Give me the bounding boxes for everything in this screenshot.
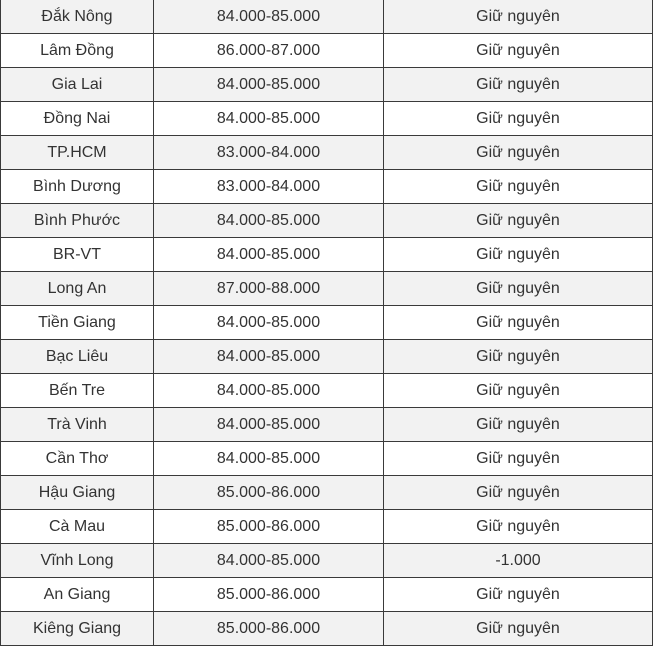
price-cell: 84.000-85.000 — [154, 306, 384, 340]
table-row — [1, 102, 653, 136]
region-cell: Lâm Đồng — [1, 34, 154, 68]
table-row — [1, 238, 653, 272]
table-row — [1, 272, 653, 306]
price-cell: 85.000-86.000 — [154, 510, 384, 544]
change-cell: Giữ nguyên — [384, 204, 653, 238]
region-cell: Bình Dương — [1, 170, 154, 204]
region-cell: Gia Lai — [1, 68, 154, 102]
region-cell: BR-VT — [1, 238, 154, 272]
change-cell: Giữ nguyên — [384, 0, 653, 34]
price-cell: 83.000-84.000 — [154, 136, 384, 170]
price-cell: 84.000-85.000 — [154, 408, 384, 442]
region-cell: Đồng Nai — [1, 102, 154, 136]
change-cell: Giữ nguyên — [384, 510, 653, 544]
change-cell: Giữ nguyên — [384, 476, 653, 510]
change-cell: Giữ nguyên — [384, 408, 653, 442]
price-cell: 83.000-84.000 — [154, 170, 384, 204]
price-cell: 87.000-88.000 — [154, 272, 384, 306]
change-cell: Giữ nguyên — [384, 578, 653, 612]
table-row — [1, 442, 653, 476]
region-cell: TP.HCM — [1, 136, 154, 170]
region-cell: Hậu Giang — [1, 476, 154, 510]
price-cell: 84.000-85.000 — [154, 544, 384, 578]
table-row — [1, 374, 653, 408]
price-cell: 84.000-85.000 — [154, 68, 384, 102]
change-cell: Giữ nguyên — [384, 136, 653, 170]
table-row — [1, 170, 653, 204]
region-cell: Tiền Giang — [1, 306, 154, 340]
price-cell: 86.000-87.000 — [154, 34, 384, 68]
table-row — [1, 34, 653, 68]
change-cell: Giữ nguyên — [384, 272, 653, 306]
price-cell: 84.000-85.000 — [154, 102, 384, 136]
change-cell: Giữ nguyên — [384, 170, 653, 204]
price-cell: 84.000-85.000 — [154, 374, 384, 408]
price-cell: 84.000-85.000 — [154, 204, 384, 238]
price-cell: 84.000-85.000 — [154, 0, 384, 34]
table-row — [1, 204, 653, 238]
change-cell: Giữ nguyên — [384, 340, 653, 374]
price-cell: 84.000-85.000 — [154, 238, 384, 272]
change-cell: Giữ nguyên — [384, 238, 653, 272]
price-cell: 85.000-86.000 — [154, 578, 384, 612]
change-cell: Giữ nguyên — [384, 68, 653, 102]
region-cell: Bình Phước — [1, 204, 154, 238]
table-row — [1, 510, 653, 544]
change-cell: Giữ nguyên — [384, 374, 653, 408]
table-row — [1, 578, 653, 612]
table-row — [1, 340, 653, 374]
region-cell: Bến Tre — [1, 374, 154, 408]
region-cell: Cần Thơ — [1, 442, 154, 476]
region-cell: Trà Vinh — [1, 408, 154, 442]
region-cell: Đắk Nông — [1, 0, 154, 34]
price-cell: 85.000-86.000 — [154, 612, 384, 646]
table-row — [1, 306, 653, 340]
table-row — [1, 68, 653, 102]
table-row — [1, 408, 653, 442]
table-row — [1, 476, 653, 510]
region-cell: Cà Mau — [1, 510, 154, 544]
table-row — [1, 612, 653, 646]
region-cell: Long An — [1, 272, 154, 306]
table-row — [1, 0, 653, 34]
change-cell: Giữ nguyên — [384, 306, 653, 340]
change-cell: Giữ nguyên — [384, 34, 653, 68]
region-cell: Kiêng Giang — [1, 612, 154, 646]
price-cell: 84.000-85.000 — [154, 340, 384, 374]
region-cell: An Giang — [1, 578, 154, 612]
change-cell: Giữ nguyên — [384, 612, 653, 646]
price-cell: 84.000-85.000 — [154, 442, 384, 476]
region-cell: Bạc Liêu — [1, 340, 154, 374]
change-cell: Giữ nguyên — [384, 102, 653, 136]
table-row — [1, 544, 653, 578]
price-cell: 85.000-86.000 — [154, 476, 384, 510]
table-row — [1, 136, 653, 170]
change-cell: Giữ nguyên — [384, 442, 653, 476]
price-table-body — [1, 0, 653, 646]
change-cell: -1.000 — [384, 544, 653, 578]
region-cell: Vĩnh Long — [1, 544, 154, 578]
